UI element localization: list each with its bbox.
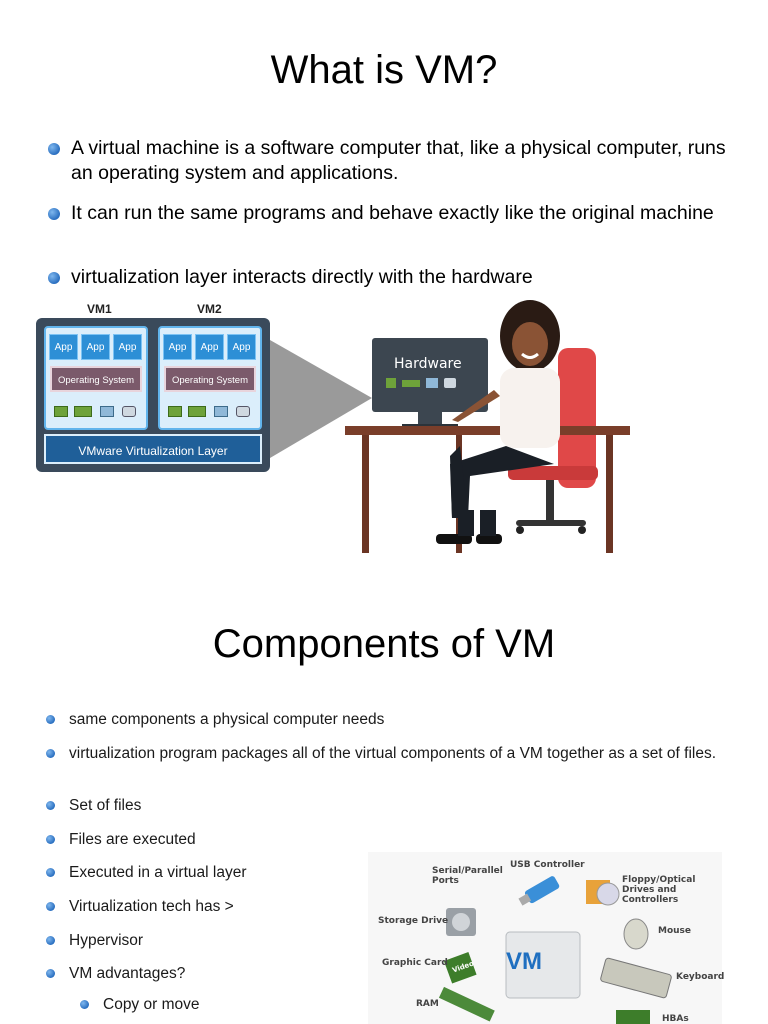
bullet-text: It can run the same programs and behave exactly like the original machine <box>71 202 714 224</box>
bullet-dot-icon <box>48 272 60 284</box>
bullet-text: Virtualization tech has > <box>69 898 234 915</box>
bullet-item <box>46 931 346 950</box>
bullet-item <box>48 201 728 226</box>
app-box: App <box>227 334 256 360</box>
vm-center-label: VM <box>506 948 542 975</box>
bullet-dot-icon <box>48 208 60 220</box>
keyboard-label: Keyboard <box>676 972 725 982</box>
bullet-text: Set of files <box>69 797 142 814</box>
app-box: App <box>49 334 78 360</box>
bullet-item <box>46 897 346 916</box>
bullet-text: virtualization layer interacts directly with the hardware <box>71 266 533 288</box>
bullet-text: Hypervisor <box>69 932 144 949</box>
vm2-box <box>158 326 262 430</box>
app-box: App <box>163 334 192 360</box>
bullet-dot-icon <box>46 969 55 978</box>
chip-icon <box>168 406 182 417</box>
vm1-box <box>44 326 148 430</box>
hardware-label: Hardware <box>394 356 462 372</box>
bullet-dot-icon <box>46 715 55 724</box>
serial-parallel-ports-label: Serial/Parallel Ports <box>432 866 503 886</box>
disk-icon <box>122 406 136 417</box>
bullet-text: Copy or move <box>103 996 200 1013</box>
ram-icon <box>188 406 206 417</box>
ram-icon <box>74 406 92 417</box>
bullet-item <box>46 710 736 729</box>
bullet-dot-icon <box>46 749 55 758</box>
person-at-computer-illustration <box>340 296 640 556</box>
ram-label: RAM <box>416 999 439 1009</box>
bullet-dot-icon <box>80 1000 89 1009</box>
slide-title-components-of-vm: Components of VM <box>212 622 556 666</box>
card-icon <box>214 406 228 417</box>
bullet-item <box>46 863 346 882</box>
bullet-text: Executed in a virtual layer <box>69 864 247 881</box>
operating-system-box: Operating System <box>50 366 142 392</box>
operating-system-box: Operating System <box>164 366 256 392</box>
app-box: App <box>113 334 142 360</box>
bullet-item <box>46 744 736 763</box>
app-box: App <box>81 334 110 360</box>
card-icon <box>100 406 114 417</box>
virtualization-layer-box: VMware Virtualization Layer <box>44 434 262 464</box>
bullet-item <box>46 830 346 849</box>
mouse-label: Mouse <box>658 926 692 936</box>
chip-icon <box>54 406 68 417</box>
bullet-text: A virtual machine is a software computer that, like a physical computer, runs an operating system and applications. <box>71 137 726 184</box>
bullet-dot-icon <box>46 801 55 810</box>
floppy-optical-drives-label: Floppy/Optical Drives and Controllers <box>622 875 696 905</box>
bullet-text: same components a physical computer needs <box>69 711 385 728</box>
usb-controller-label: USB Controller <box>510 860 585 870</box>
bullet-item <box>46 964 346 983</box>
bullet-item <box>48 136 748 186</box>
vm-host-diagram <box>36 318 270 472</box>
app-box: App <box>195 334 224 360</box>
vm1-label: VM1 <box>87 302 112 316</box>
slide-title-what-is-vm: What is VM? <box>270 48 498 92</box>
hbas-label: HBAs <box>662 1014 689 1024</box>
bullet-text: virtualization program packages all of the virtual components of a VM together as a set of files. <box>69 745 717 762</box>
graphic-card-label: Graphic Card <box>382 958 448 968</box>
bullet-item <box>48 265 728 290</box>
vm2-label: VM2 <box>197 302 222 316</box>
bullet-item <box>46 796 346 815</box>
bullet-text: VM advantages? <box>69 965 186 982</box>
video-chip-label: Video <box>451 959 475 975</box>
bullet-dot-icon <box>48 143 60 155</box>
sub-bullet-item <box>80 995 340 1014</box>
bullet-dot-icon <box>46 936 55 945</box>
bullet-dot-icon <box>46 835 55 844</box>
bullet-dot-icon <box>46 902 55 911</box>
bullet-text: Files are executed <box>69 831 196 848</box>
bullet-dot-icon <box>46 868 55 877</box>
storage-drive-label: Storage Drive <box>378 916 449 926</box>
disk-icon <box>236 406 250 417</box>
